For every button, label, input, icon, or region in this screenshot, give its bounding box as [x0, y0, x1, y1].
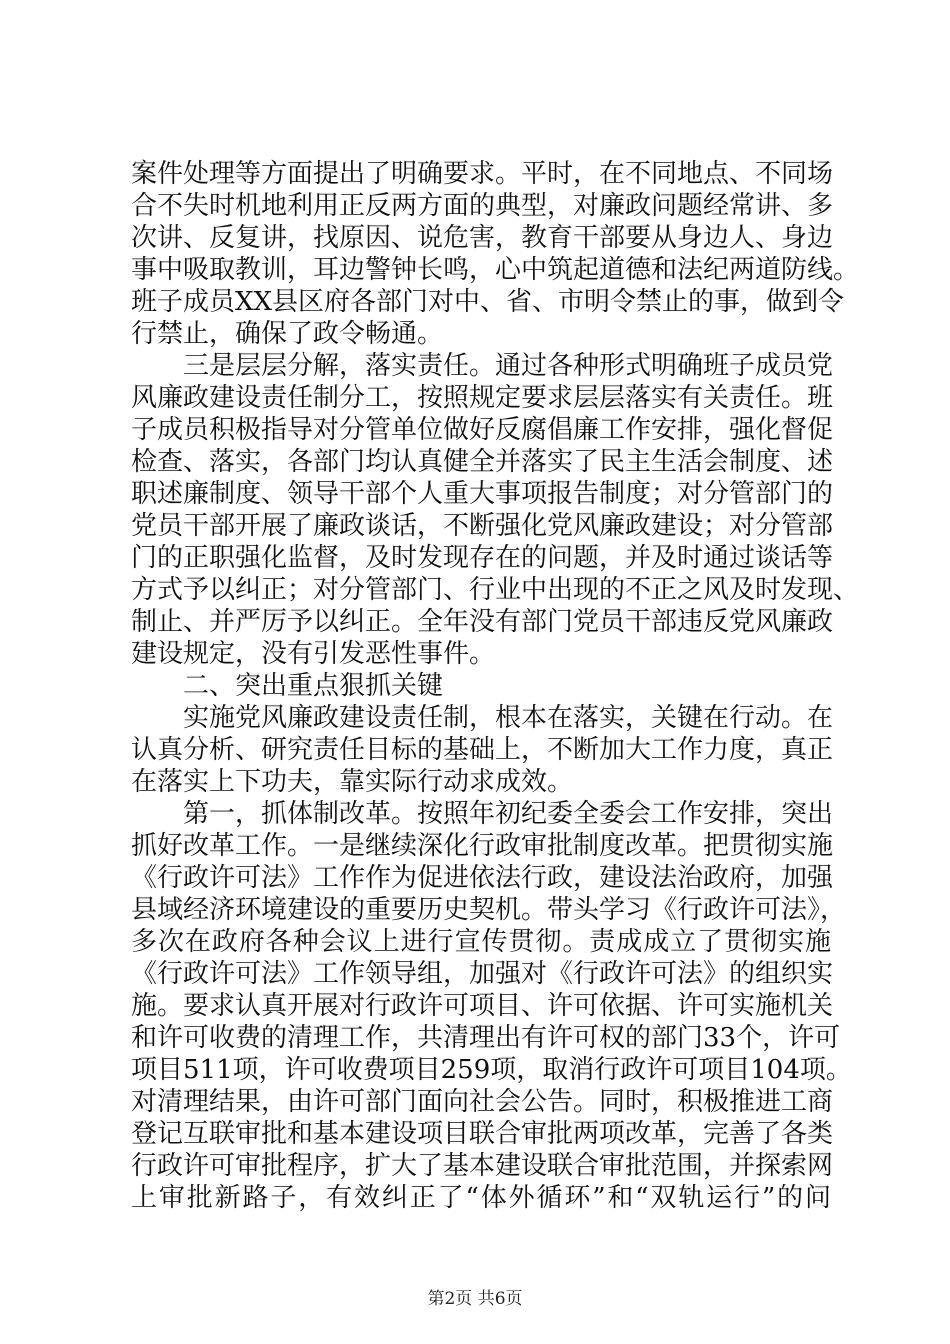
text-line: 职述廉制度、领导干部个人重大事项报告制度；对分管部门的: [131, 479, 834, 509]
text-line: 上审批新路子，有效纠正了“体外循环”和“双轨运行”的问: [131, 1183, 831, 1213]
text-line: 检查、落实，各部门均认真健全并落实了民主生活会制度、述: [131, 447, 834, 477]
text-line: 县域经济环境建设的重要历史契机。带头学习《行政许可法》，: [131, 895, 847, 925]
text-line: 次讲、反复讲，找原因、说危害，教育干部要从身边人、身边: [131, 223, 834, 253]
text-line: 第一，抓体制改革。按照年初纪委全委会工作安排，突出: [183, 799, 834, 829]
page-number-footer: 第2页 共6页: [427, 1289, 523, 1309]
text-line: 案件处理等方面提出了明确要求。平时，在不同地点、不同场: [131, 159, 834, 189]
text-line: 抓好改革工作。一是继续深化行政审批制度改革。把贯彻实施: [131, 831, 834, 861]
text-line: 建设规定，没有引发恶性事件。: [131, 639, 496, 669]
text-line: 方式予以纠正；对分管部门、行业中出现的不正之风及时发现、: [131, 575, 860, 605]
text-line: 党员干部开展了廉政谈话，不断强化党风廉政建设；对分管部: [131, 511, 834, 541]
section-heading: 二、突出重点狠抓关键: [183, 671, 444, 701]
text-line: 行禁止，确保了政令畅通。: [131, 319, 444, 349]
text-line: 在落实上下功夫，靠实际行动求成效。: [131, 767, 574, 797]
text-line: 风廉政建设责任制分工，按照规定要求层层落实有关责任。班: [131, 383, 834, 413]
text-line: 多次在政府各种会议上进行宣传贯彻。责成成立了贯彻实施: [131, 927, 831, 957]
text-line: 《行政许可法》工作作为促进依法行政，建设法治政府，加强: [131, 863, 834, 893]
text-line: 施。要求认真开展对行政许可项目、许可依据、许可实施机关: [131, 991, 834, 1021]
text-line: 对清理结果，由许可部门面向社会公告。同时，积极推进工商: [131, 1087, 834, 1117]
text-line: 和许可收费的清理工作，共清理出有许可权的部门33个，许可: [131, 1023, 841, 1053]
body-text: [131, 158, 860, 1214]
text-line: 《行政许可法》工作领导组，加强对《行政许可法》的组织实: [131, 959, 834, 989]
text-line: 门的正职强化监督，及时发现存在的问题，并及时通过谈话等: [131, 543, 834, 573]
text-line: 登记互联审批和基本建设项目联合审批两项改革，完善了各类: [131, 1119, 834, 1149]
text-line: 班子成员XX县区府各部门对中、省、市明令禁止的事，做到令: [131, 287, 845, 317]
text-line: 实施党风廉政建设责任制，根本在落实，关键在行动。在: [183, 703, 834, 733]
text-line: 事中吸取教训，耳边警钟长鸣，心中筑起道德和法纪两道防线。: [131, 255, 860, 285]
text-line: 认真分析、研究责任目标的基础上，不断加大工作力度，真正: [131, 735, 834, 765]
text-line: 子成员积极指导对分管单位做好反腐倡廉工作安排，强化督促: [131, 415, 834, 445]
text-line: 合不失时机地利用正反两方面的典型，对廉政问题经常讲、多: [131, 191, 834, 221]
text-line: 行政许可审批程序，扩大了基本建设联合审批范围，并探索网: [131, 1151, 834, 1181]
text-line: 制止、并严厉予以纠正。全年没有部门党员干部违反党风廉政: [131, 607, 834, 637]
text-line: 三是层层分解，落实责任。通过各种形式明确班子成员党: [183, 351, 834, 381]
text-line: 项目511项，许可收费项目259项，取消行政许可项目104项。: [131, 1055, 852, 1085]
